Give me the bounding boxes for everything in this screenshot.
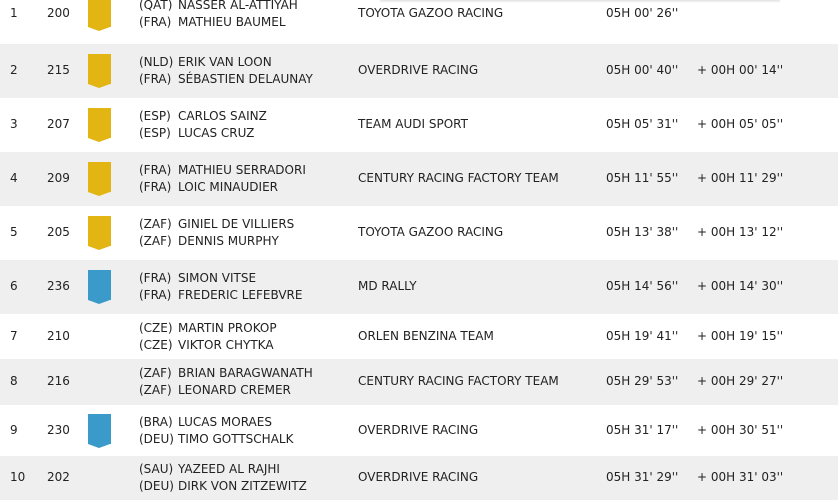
co-driver-name: SÉBASTIEN DELAUNAY <box>178 72 313 86</box>
table-row[interactable] <box>0 152 838 206</box>
nationality-code: (SAU) <box>139 462 174 476</box>
gold-category-badge <box>88 54 111 84</box>
position-cell: 9 <box>10 422 18 437</box>
driver-name: YAZEED AL RAJHI <box>178 462 280 476</box>
driver <box>139 162 306 179</box>
car-number-cell: 209 <box>47 171 70 185</box>
nationality-code: (ZAF) <box>139 383 172 397</box>
nationality-code: (ZAF) <box>139 217 172 231</box>
co-driver <box>139 71 313 88</box>
position-cell: 1 <box>10 6 18 20</box>
crew-cell <box>139 162 306 196</box>
position-cell: 3 <box>10 117 18 131</box>
gap-cell: + 00H 19' 15'' <box>697 328 784 343</box>
gold-category-badge <box>88 162 111 192</box>
car-number-cell: 236 <box>47 279 70 293</box>
team-cell: TOYOTA GAZOO RACING <box>358 6 504 20</box>
time-cell: 05H 31' 29'' <box>606 470 679 484</box>
co-driver-name: DIRK VON ZITZEWITZ <box>178 479 307 493</box>
crew-cell <box>139 414 293 448</box>
co-driver-name: FREDERIC LEFEBVRE <box>178 288 303 302</box>
team-cell: OVERDRIVE RACING <box>358 422 479 437</box>
co-driver <box>139 233 294 250</box>
team-cell: ORLEN BENZINA TEAM <box>358 328 494 343</box>
position-cell: 8 <box>10 374 18 388</box>
driver <box>139 461 307 478</box>
nationality-code: (FRA) <box>139 15 172 29</box>
team-cell: TEAM AUDI SPORT <box>358 117 468 131</box>
gap-cell: + 00H 14' 30'' <box>697 279 784 293</box>
nationality-code: (ZAF) <box>139 234 172 248</box>
nationality-code: (BRA) <box>139 414 173 429</box>
nationality-code: (FRA) <box>139 271 172 285</box>
team-cell: CENTURY RACING FACTORY TEAM <box>358 374 559 388</box>
driver <box>139 320 277 337</box>
driver-name: GINIEL DE VILLIERS <box>178 217 295 231</box>
crew-cell <box>139 461 307 495</box>
time-cell: 05H 29' 53'' <box>606 374 679 388</box>
co-driver-name: LOIC MINAUDIER <box>178 180 278 194</box>
nationality-code: (FRA) <box>139 288 172 302</box>
gold-category-badge <box>88 108 111 138</box>
co-driver <box>139 287 302 304</box>
co-driver-name: TIMO GOTTSCHALK <box>178 431 294 446</box>
co-driver <box>139 431 293 448</box>
team-cell: OVERDRIVE RACING <box>358 470 479 484</box>
car-number-cell: 205 <box>47 225 70 239</box>
time-cell: 05H 19' 41'' <box>606 328 679 343</box>
gap-cell: + 00H 30' 51'' <box>697 422 784 437</box>
team-cell: TOYOTA GAZOO RACING <box>358 225 504 239</box>
gap-cell: + 00H 05' 05'' <box>697 117 784 131</box>
nationality-code: (ESP) <box>139 126 171 140</box>
position-cell: 6 <box>10 279 18 293</box>
nationality-code: (FRA) <box>139 163 172 177</box>
car-number-cell: 202 <box>47 470 70 484</box>
car-number-cell: 215 <box>47 63 70 77</box>
table-row[interactable] <box>0 98 838 152</box>
position-cell: 2 <box>10 63 18 77</box>
time-cell: 05H 31' 17'' <box>606 422 679 437</box>
time-cell: 05H 00' 26'' <box>606 6 679 20</box>
car-number-cell: 207 <box>47 117 70 131</box>
gap-cell: + 00H 13' 12'' <box>697 225 784 239</box>
driver-name: MATHIEU SERRADORI <box>178 163 306 177</box>
crew-cell <box>139 365 313 399</box>
co-driver-name: MATHIEU BAUMEL <box>178 15 286 29</box>
driver-name: MARTIN PROKOP <box>178 320 277 335</box>
table-row[interactable] <box>0 359 838 405</box>
driver <box>139 365 313 382</box>
driver <box>139 270 302 287</box>
driver-name: LUCAS MORAES <box>178 414 272 429</box>
table-row[interactable] <box>0 206 838 260</box>
driver-name: NASSER AL-ATTIYAH <box>178 0 298 12</box>
driver <box>139 54 313 71</box>
table-row[interactable] <box>0 260 838 314</box>
table-row[interactable] <box>0 314 838 359</box>
car-number-cell: 216 <box>47 374 70 388</box>
table-row[interactable] <box>0 405 838 456</box>
gap-cell: + 00H 00' 14'' <box>697 63 784 77</box>
nationality-code: (DEU) <box>139 479 174 493</box>
table-row[interactable] <box>0 0 838 44</box>
position-cell: 5 <box>10 225 18 239</box>
gap-cell: + 00H 11' 29'' <box>697 171 784 185</box>
nationality-code: (FRA) <box>139 180 172 194</box>
nationality-code: (FRA) <box>139 72 172 86</box>
blue-category-badge <box>88 414 111 444</box>
co-driver-name: LUCAS CRUZ <box>178 126 255 140</box>
gold-category-badge <box>88 0 111 27</box>
car-number-cell: 200 <box>47 6 70 20</box>
co-driver <box>139 382 313 399</box>
co-driver-name: DENNIS MURPHY <box>178 234 279 248</box>
team-cell: MD RALLY <box>358 279 417 293</box>
crew-cell <box>139 270 302 304</box>
co-driver <box>139 14 298 31</box>
driver <box>139 108 267 125</box>
co-driver-name: LEONARD CREMER <box>178 383 291 397</box>
gold-category-badge <box>88 216 111 246</box>
crew-cell <box>139 216 294 250</box>
co-driver <box>139 478 307 495</box>
driver-name: CARLOS SAINZ <box>178 109 267 123</box>
crew-cell <box>139 320 277 354</box>
driver <box>139 414 293 431</box>
co-driver <box>139 125 267 142</box>
co-driver <box>139 337 277 354</box>
position-cell: 10 <box>10 470 26 484</box>
nationality-code: (CZE) <box>139 337 173 352</box>
table-row[interactable] <box>0 456 838 500</box>
team-cell: CENTURY RACING FACTORY TEAM <box>358 171 559 185</box>
co-driver-name: VIKTOR CHYTKA <box>178 337 274 352</box>
driver-name: SIMON VITSE <box>178 271 257 285</box>
nationality-code: (ESP) <box>139 109 171 123</box>
driver-name: ERIK VAN LOON <box>178 55 272 69</box>
driver <box>139 0 298 14</box>
nationality-code: (ZAF) <box>139 366 172 380</box>
time-cell: 05H 05' 31'' <box>606 117 679 131</box>
team-cell: OVERDRIVE RACING <box>358 63 479 77</box>
position-cell: 7 <box>10 328 18 343</box>
driver-name: BRIAN BARAGWANATH <box>178 366 313 380</box>
table-row[interactable] <box>0 44 838 98</box>
nationality-code: (NLD) <box>139 55 174 69</box>
car-number-cell: 230 <box>47 422 70 437</box>
nationality-code: (DEU) <box>139 431 174 446</box>
crew-cell <box>139 108 267 142</box>
gap-cell: + 00H 29' 27'' <box>697 374 784 388</box>
time-cell: 05H 13' 38'' <box>606 225 679 239</box>
crew-cell <box>139 54 313 88</box>
position-cell: 4 <box>10 171 18 185</box>
gap-cell: + 00H 31' 03'' <box>697 470 784 484</box>
crew-cell <box>139 0 298 31</box>
co-driver <box>139 179 306 196</box>
time-cell: 05H 11' 55'' <box>606 171 679 185</box>
nationality-code: (CZE) <box>139 320 173 335</box>
car-number-cell: 210 <box>47 328 70 343</box>
time-cell: 05H 00' 40'' <box>606 63 679 77</box>
nationality-code: (QAT) <box>139 0 173 12</box>
driver <box>139 216 294 233</box>
time-cell: 05H 14' 56'' <box>606 279 679 293</box>
blue-category-badge <box>88 270 111 300</box>
